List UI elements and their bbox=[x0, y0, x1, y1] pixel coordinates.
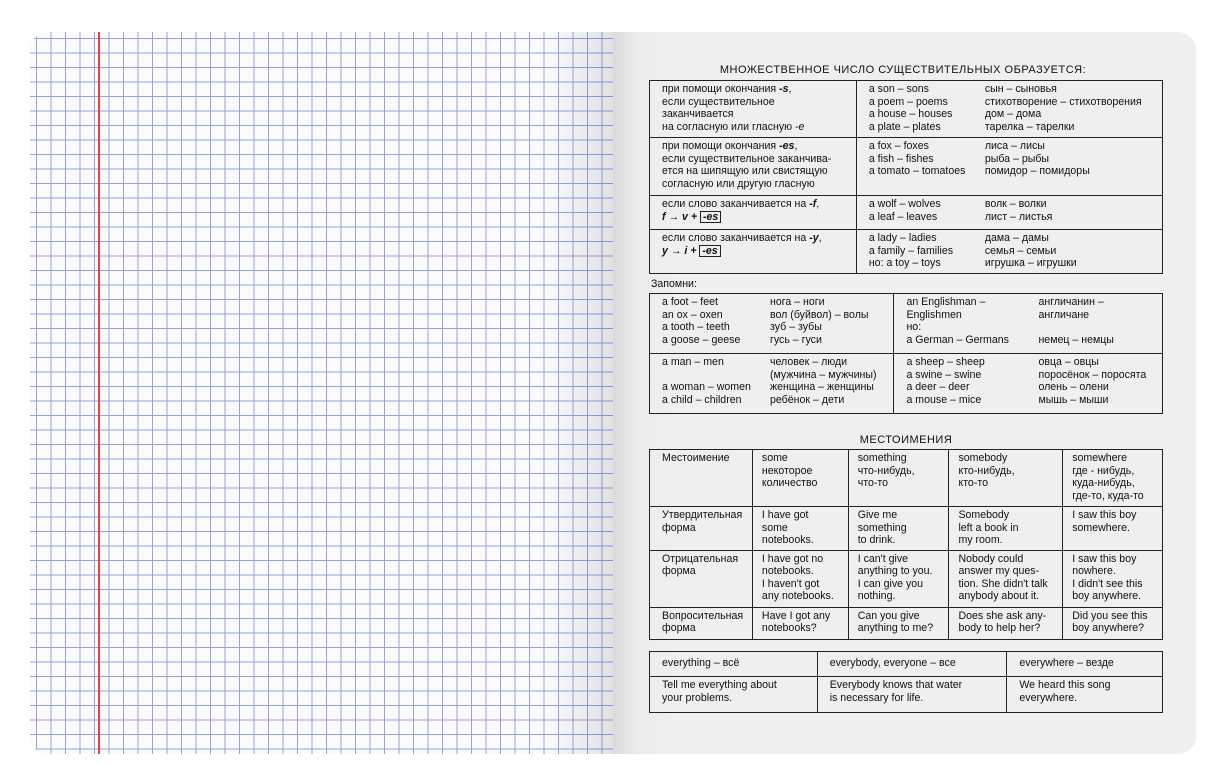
pronoun-header-cell: somebody кто-нибудь, кто-то bbox=[949, 450, 1063, 507]
pronoun-example-cell: I have got some notebooks. bbox=[752, 507, 848, 551]
pronouns-row bbox=[650, 607, 1163, 639]
pronoun-form-cell: Утвердительная форма bbox=[650, 507, 753, 551]
plural-examples: a son – sons a poem – poems a house – houses a plate – plates сын – сыновья стихотворение – стихотворения дом – дома тарелка – тарелки bbox=[856, 81, 1162, 138]
every-example-row bbox=[650, 677, 1163, 713]
plural-rule: при помощи окончания -es, если существительное заканчива- ется на шипящую или свистящую согласную или другую гласную bbox=[650, 138, 857, 196]
pronouns-row bbox=[650, 550, 1163, 607]
remember-cell: an Englishman – Englishmen но: a German – Germans англичанин – англичане немец – немцы bbox=[894, 294, 1163, 354]
pronoun-header-cell: Местоимение bbox=[650, 450, 753, 507]
every-header-cell: everywhere – везде bbox=[1007, 652, 1163, 677]
plural-rule: при помощи окончания -s, если существительное заканчивается на согласную или гласную -e bbox=[650, 81, 857, 138]
pronoun-example-cell: Somebody left a book in my room. bbox=[949, 507, 1063, 551]
plural-title: МНОЖЕСТВЕННОЕ ЧИСЛО СУЩЕСТВИТЕЛЬНЫХ ОБРАЗУЕТСЯ: bbox=[719, 64, 1087, 76]
remember-row bbox=[650, 294, 1163, 354]
plural-rule: если слово заканчивается на -f, f → v + -es bbox=[650, 196, 857, 230]
pronoun-example-cell: Give me something to drink. bbox=[848, 507, 949, 551]
every-header-cell: everybody, everyone – все bbox=[817, 652, 1007, 677]
plural-row bbox=[650, 230, 1163, 274]
pronoun-form-cell: Отрицательная форма bbox=[650, 550, 753, 607]
pronouns-table bbox=[649, 449, 1163, 640]
pronouns-row bbox=[650, 507, 1163, 551]
plural-examples: a fox – foxes a fish – fishes a tomato – tomatoes лиса – лисы рыба – рыбы помидор – помидоры bbox=[856, 138, 1162, 196]
pronouns-title: МЕСТОИМЕНИЯ bbox=[859, 434, 953, 446]
plural-examples: a lady – ladies a family – families но: a toy – toys дама – дамы семья – семьи игрушка – игрушки bbox=[856, 230, 1162, 274]
pronoun-example-cell: I have got no notebooks. I haven't got any notebooks. bbox=[752, 550, 848, 607]
every-table bbox=[649, 651, 1163, 713]
remember-label: Запомни: bbox=[651, 278, 697, 290]
pronoun-form-cell: Вопросительная форма bbox=[650, 607, 753, 639]
pronoun-example-cell: Can you give anything to me? bbox=[848, 607, 949, 639]
every-example-cell: We heard this song everywhere. bbox=[1007, 677, 1163, 713]
pronoun-example-cell: I can't give anything to you. I can give you nothing. bbox=[848, 550, 949, 607]
every-example-cell: Tell me everything about your problems. bbox=[650, 677, 818, 713]
plural-row bbox=[650, 196, 1163, 230]
notebook-spread bbox=[30, 32, 1196, 754]
pronoun-example-cell: Did you see this boy anywhere? bbox=[1063, 607, 1163, 639]
remember-row bbox=[650, 354, 1163, 414]
remember-cell: a foot – feet an ox – oxen a tooth – teeth a goose – geese нога – ноги вол (буйвол) – волы зуб – зубы гусь – гуси bbox=[650, 294, 894, 354]
pronoun-example-cell: Have I got any notebooks? bbox=[752, 607, 848, 639]
pronoun-example-cell: I saw this boy somewhere. bbox=[1063, 507, 1163, 551]
pronoun-example-cell: I saw this boy nowhere. I didn't see this boy anywhere. bbox=[1063, 550, 1163, 607]
margin-line bbox=[98, 32, 100, 754]
plural-examples: a wolf – wolves a leaf – leaves волк – волки лист – листья bbox=[856, 196, 1162, 230]
remember-table bbox=[649, 293, 1163, 414]
reference-page bbox=[613, 32, 1196, 754]
grid-page bbox=[30, 32, 613, 754]
every-example-cell: Everybody knows that water is necessary for life. bbox=[817, 677, 1007, 713]
pronoun-example-cell: Does she ask any- body to help her? bbox=[949, 607, 1063, 639]
remember-cell: a sheep – sheep a swine – swine a deer – deer a mouse – mice овца – овцы поросёнок – поросята олень – олени мышь – мыши bbox=[894, 354, 1163, 414]
pronoun-header-cell: somewhere где - нибудь, куда-нибудь, где-то, куда-то bbox=[1063, 450, 1163, 507]
every-header-cell: everything – всё bbox=[650, 652, 818, 677]
plural-rule: если слово заканчивается на -y, y → i + -es bbox=[650, 230, 857, 274]
plural-row bbox=[650, 81, 1163, 138]
pronoun-example-cell: Nobody could answer my ques- tion. She didn't talk anybody about it. bbox=[949, 550, 1063, 607]
pronoun-header-cell: something что-нибудь, что-то bbox=[848, 450, 949, 507]
pronoun-header-cell: some некоторое количество bbox=[752, 450, 848, 507]
plural-row bbox=[650, 138, 1163, 196]
remember-cell: a man – men a woman – women a child – children человек – люди (мужчина – мужчины) женщина – женщины ребёнок – дети bbox=[650, 354, 894, 414]
pronouns-header-row bbox=[650, 450, 1163, 507]
plural-table bbox=[649, 80, 1163, 274]
every-header-row bbox=[650, 652, 1163, 677]
